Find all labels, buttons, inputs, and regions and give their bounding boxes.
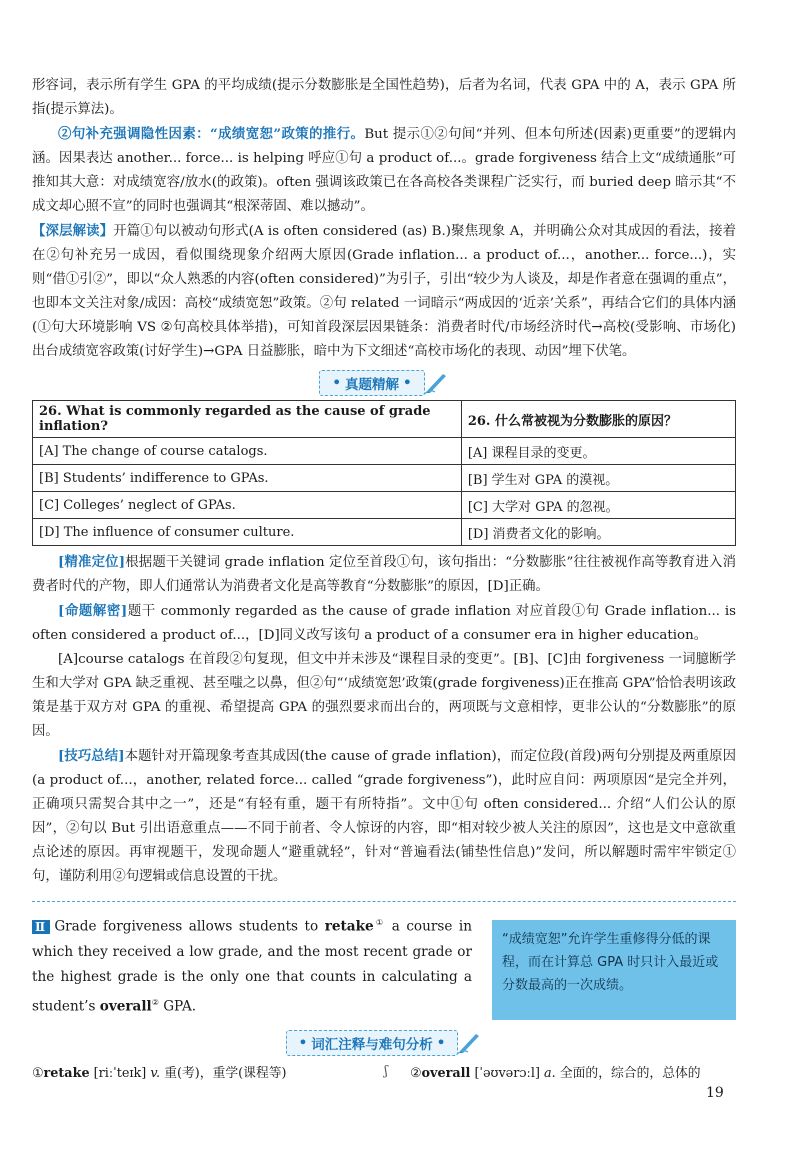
banner-exam-analysis: [32, 370, 736, 396]
vocab-item: ①retake [riːˈteɪk] v. 重(考)，重学(课程等): [32, 1066, 287, 1081]
option-b-zh: [B] 学生对 GPA 的漠视。: [461, 465, 735, 492]
skill-body: 本题针对开篇现象考查其成因(the cause of grade inflation)，而定位段(首段)两句分别提及两重原因(a product of...，another, related force... called “grade forgiveness”)，此时应自问：两项原因“是完全并列，正确项只需契合其中之一”，还是“有轻有重，题干有所特指”。文中①句 often considered... 介绍“人们公认的原因”，②句以 But 引出语意重点——不同于前者、令人惊讶的内容，即“相对较少被人关注的原因”，这也是文中意欲重点论述的原因。再审视题干，发现命题人“避重就轻”，针对“普遍看法(铺垫性信息)”发问，所以解题时需牢牢锁定①句，谨防利用②句逻辑或信息设置的干扰。: [32, 749, 737, 884]
vocab-item: ②overall [ˈəʊvərɔːl] a. 全面的，综合的，总体的: [410, 1066, 701, 1081]
question-stem-row: [33, 401, 736, 438]
deep-reading-label: 【深层解读】: [32, 223, 114, 239]
option-row: [33, 438, 736, 465]
vocab-ipa: [riːˈteɪk]: [93, 1066, 147, 1081]
pen-icon: [423, 371, 449, 395]
option-c-zh: [C] 大学对 GPA 的忽视。: [461, 492, 735, 519]
point2-body: But 提示①②句间“并列、但本句所述(因素)更重要”的逻辑内涵。因果表达 another... force... is helping 呼应①句 a product of...。grade forgiveness 结合上文“成绩通胀”可推知其大意：对成绩宽容/放水(的政策)。often 强调该政策已在各高校各类课程广泛实行，而 buried deep 暗示其“不成文却心照不宣”的同时也强调其“根深蒂固、难以撼动”。: [32, 127, 736, 214]
option-d-en: [D] The influence of consumer culture.: [33, 519, 462, 546]
vocab-def: 全面的，综合的，总体的: [559, 1066, 701, 1081]
option-row: [33, 492, 736, 519]
skill-label: [技巧总结]: [58, 748, 125, 764]
option-a-zh: [A] 课程目录的变更。: [461, 438, 735, 465]
reveal-body: 题干 commonly regarded as the cause of grade inflation 对应首段①句 Grade inflation... is often considered a product of...，[D]同义改写该句 a product of a consumer era in higher education。: [32, 604, 737, 643]
option-c-en: [C] Colleges’ neglect of GPAs.: [33, 492, 462, 519]
locate-body: 根据题干关键词 grade inflation 定位至首段①句，该句指出：“分数膨胀”往往被视作高等教育进入消费者时代的产物，即人们通常认为消费者文化是高等教育“分数膨胀”的原因，[D]正确。: [32, 555, 736, 594]
option-row: [33, 465, 736, 492]
skill-paragraph: [32, 744, 736, 889]
question-stem-en: 26. What is commonly regarded as the cause of grade inflation?: [33, 401, 462, 438]
reveal-paragraph: [32, 599, 736, 648]
dashed-divider: [32, 901, 736, 902]
page-number: 19: [706, 1085, 724, 1101]
vocab-separator: ʃ: [384, 1064, 388, 1079]
banner-title: 真题精解: [345, 377, 399, 393]
vocab-pos: a.: [544, 1066, 556, 1081]
banner-box: • 真题精解 •: [319, 370, 424, 396]
question-stem-zh: 26. 什么常被视为分数膨胀的原因？: [461, 401, 735, 438]
banner-vocab: [32, 1030, 736, 1056]
locate-label: [精准定位]: [58, 554, 126, 570]
passage-section: [32, 910, 736, 1020]
vocab-ipa: [ˈəʊvərɔːl]: [474, 1066, 540, 1081]
keyword-overall: overall: [99, 998, 152, 1015]
deep-reading-paragraph: [32, 219, 736, 364]
paragraph-numeral: Ⅱ: [32, 920, 50, 934]
vocab-word: retake: [43, 1066, 90, 1081]
point2-heading: ②句补充强调隐性因素：“成绩宽恕”政策的推行。: [58, 126, 365, 142]
option-a-en: [A] The change of course catalogs.: [33, 438, 462, 465]
page-content: [32, 74, 736, 1081]
deep-reading-body: 开篇①句以被动句形式(A is often considered (as) B.)聚焦现象 A，并明确公众对其成因的看法，接着在②句补充另一成因，看似围绕现象介绍两大原因(Grade inflation... a product of...，another... force...)，实则“借①引②”，即以“众人熟悉的内容(often considered)”为引子，引出“较少为人谈及，却是作者意在强调的重点”，也即本文关注对象/成因：高校“成绩宽恕”政策。②句 related 一词暗示“两成因的‘近亲’关系”，再结合它们的具体内涵(①句大环境影响 VS ②句高校具体举措)，可知首段深层因果链条：消费者时代/市场经济时代→高校(受影响、市场化)出台成绩宽容政策(讨好学生)→GPA 日益膨胀，暗中为下文细述“高校市场化的表现、动因”埋下伏笔。: [32, 224, 737, 359]
vocab-pos: v.: [150, 1066, 161, 1081]
vocab-row: [32, 1062, 736, 1081]
option-b-en: [B] Students’ indifference to GPAs.: [33, 465, 462, 492]
vocab-word: overall: [421, 1066, 471, 1081]
option-row: [33, 519, 736, 546]
reveal-paragraph-2: [A]course catalogs 在首段②句复现，但文中并未涉及“课程目录的变更”。[B]、[C]由 forgiveness 一词臆断学生和大学对 GPA 缺乏重视、甚至嗤之以鼻，但②句“‘成绩宽恕’政策(grade forgiveness)正在推高 GPA”恰恰表明该政策是基于双方对 GPA 的重视、希望提高 GPA 的强烈要求而出台的，两项既与文意相悖，更非公认的“分数膨胀”的原因。: [32, 652, 736, 739]
keyword-retake: retake: [324, 918, 374, 935]
point2-paragraph: [32, 122, 736, 219]
vocab-def: 重(考)，重学(课程等): [164, 1066, 287, 1081]
pen-icon: [456, 1031, 482, 1055]
banner-title: 词汇注释与难句分析: [311, 1037, 433, 1053]
question-table: [32, 400, 736, 546]
translation-box: “成绩宽恕”允许学生重修得分低的课程，而在计算总 GPA 时只计入最近或分数最高的一次成绩。: [492, 920, 736, 1020]
top-paragraph: 形容词，表示所有学生 GPA 的平均成绩(提示分数膨胀是全国性趋势)，后者为名词，代表 GPA 中的 A，表示 GPA 所指(提示算法)。: [32, 78, 736, 117]
banner-box: • 词汇注释与难句分析 •: [286, 1030, 459, 1056]
option-d-zh: [D] 消费者文化的影响。: [461, 519, 735, 546]
passage-text: Ⅱ Grade forgiveness allows students to retake① a course in which they received a low grade, and the most recent grade or the highest grade is the only one that counts in calculating a student’s overall② GPA.: [32, 918, 473, 1015]
reveal-label: [命题解密]: [58, 603, 128, 619]
locate-paragraph: [32, 550, 736, 599]
